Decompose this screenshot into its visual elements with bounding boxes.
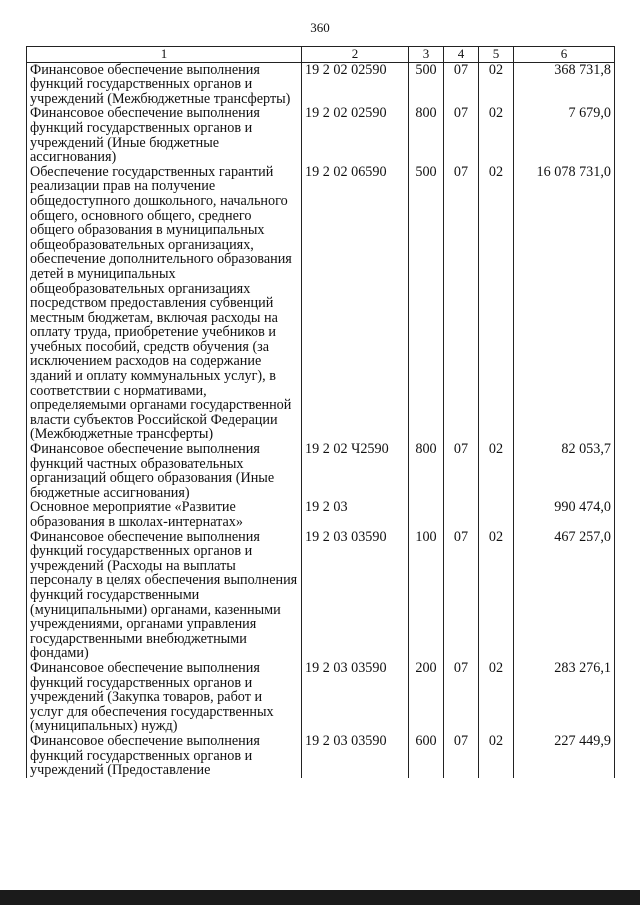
col-header-2: 2 xyxy=(302,47,409,63)
row-col4: 07 xyxy=(444,165,479,442)
row-name: Обеспечение государственных гарантий реализации прав на получение общедоступного дошкольного, начального общего, основного общего, среднего общего образования в муниципальных общеобразовательных организациях, обеспечение дополнительного образования детей в муниципальных общеобразовательных организациях посредством предоставления субвенций местным бюджетам, включая расходы на оплату труда, приобретение учебников и учебных пособий, средств обучения (за исключением расходов на содержание зданий и оплату коммунальных услуг), в соответствии с нормативами, определяемыми органами государственной власти субъектов Российской Федерации (Межбюджетные трансферты) xyxy=(27,165,302,442)
col-header-5: 5 xyxy=(479,47,514,63)
row-col5 xyxy=(479,500,514,529)
row-amount: 283 276,1 xyxy=(514,661,615,734)
row-amount: 467 257,0 xyxy=(514,530,615,661)
row-col3: 100 xyxy=(409,530,444,661)
row-amount: 82 053,7 xyxy=(514,442,615,500)
row-amount: 368 731,8 xyxy=(514,62,615,106)
row-amount: 990 474,0 xyxy=(514,500,615,529)
row-amount: 227 449,9 xyxy=(514,734,615,778)
table-row xyxy=(27,734,615,778)
row-code: 19 2 02 Ч2590 xyxy=(302,442,409,500)
table-row xyxy=(27,500,615,529)
row-col5: 02 xyxy=(479,734,514,778)
table-row xyxy=(27,661,615,734)
row-name: Основное мероприятие «Развитие образования в школах-интернатах» xyxy=(27,500,302,529)
row-code: 19 2 03 03590 xyxy=(302,661,409,734)
row-code: 19 2 03 xyxy=(302,500,409,529)
row-col4: 07 xyxy=(444,62,479,106)
row-col5: 02 xyxy=(479,530,514,661)
table-row xyxy=(27,442,615,500)
row-col5: 02 xyxy=(479,106,514,164)
row-col3: 800 xyxy=(409,442,444,500)
budget-table xyxy=(26,46,615,778)
row-col4: 07 xyxy=(444,734,479,778)
row-name: Финансовое обеспечение выполнения функций государственных органов и учреждений (Закупка товаров, работ и услуг для обеспечения государственных (муниципальных) нужд) xyxy=(27,661,302,734)
row-col4: 07 xyxy=(444,530,479,661)
row-col4 xyxy=(444,500,479,529)
row-name: Финансовое обеспечение выполнения функций частных образовательных организаций общего образования (Иные бюджетные ассигнования) xyxy=(27,442,302,500)
col-header-4: 4 xyxy=(444,47,479,63)
row-name: Финансовое обеспечение выполнения функций государственных органов и учреждений (Иные бюджетные ассигнования) xyxy=(27,106,302,164)
row-col5: 02 xyxy=(479,442,514,500)
scan-edge-bar xyxy=(0,890,640,905)
page-number: 360 xyxy=(310,20,330,35)
row-col3: 500 xyxy=(409,165,444,442)
table-row xyxy=(27,106,615,164)
row-col3: 800 xyxy=(409,106,444,164)
row-name: Финансовое обеспечение выполнения функций государственных органов и учреждений (Расходы на выплаты персоналу в целях обеспечения выполнения функций государственными (муниципальными) органами, казенными учреждениями, органами управления государственными внебюджетными фондами) xyxy=(27,530,302,661)
row-code: 19 2 02 06590 xyxy=(302,165,409,442)
row-col3: 600 xyxy=(409,734,444,778)
table-row xyxy=(27,165,615,442)
row-col3: 200 xyxy=(409,661,444,734)
row-code: 19 2 03 03590 xyxy=(302,734,409,778)
row-amount: 16 078 731,0 xyxy=(514,165,615,442)
table-row xyxy=(27,530,615,661)
row-name: Финансовое обеспечение выполнения функций государственных органов и учреждений (Межбюджетные трансферты) xyxy=(27,62,302,106)
row-col4: 07 xyxy=(444,106,479,164)
row-col4: 07 xyxy=(444,661,479,734)
col-header-1: 1 xyxy=(27,47,302,63)
row-col5: 02 xyxy=(479,165,514,442)
row-code: 19 2 02 02590 xyxy=(302,62,409,106)
table-row xyxy=(27,62,615,106)
row-code: 19 2 02 02590 xyxy=(302,106,409,164)
row-col3 xyxy=(409,500,444,529)
header-row xyxy=(27,47,615,63)
row-col5: 02 xyxy=(479,661,514,734)
row-code: 19 2 03 03590 xyxy=(302,530,409,661)
row-col5: 02 xyxy=(479,62,514,106)
row-col4: 07 xyxy=(444,442,479,500)
row-name: Финансовое обеспечение выполнения функций государственных органов и учреждений (Предоставление xyxy=(27,734,302,778)
col-header-6: 6 xyxy=(514,47,615,63)
row-col3: 500 xyxy=(409,62,444,106)
row-amount: 7 679,0 xyxy=(514,106,615,164)
col-header-3: 3 xyxy=(409,47,444,63)
